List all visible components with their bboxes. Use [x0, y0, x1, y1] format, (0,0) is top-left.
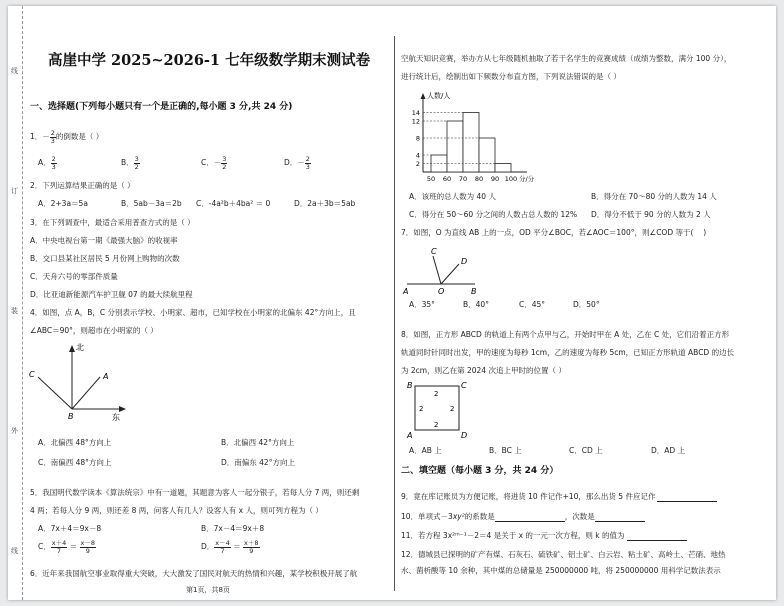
question-8-option-b[interactable]: B．BC 上 [489, 446, 522, 455]
x-tick-label: 70 [458, 175, 468, 183]
question-5-stem-line2: 4 两；若每人分 9 两，则还差 8 两，问客人有几人？设客人有 x 人，则可列方程为（ ） [30, 506, 323, 515]
question-4-stem-line2: ∠ABC＝90°，则超市在小明家的（ ） [30, 326, 158, 335]
question-3-option-b[interactable]: B．交口县某社区居民 5 月份网上购物的次数 [30, 254, 180, 263]
answer-blank[interactable] [495, 512, 565, 522]
point-b-label: B [68, 412, 74, 421]
question-4-option-c[interactable]: C．南偏西 48°方向上 [38, 458, 112, 467]
question-8-stem-line2: 轨道同时针同时出发，甲的速度为每秒 1cm，乙的速度为每秒 5cm，已知正方形轨道 ABCD 的边长 [401, 348, 735, 357]
y-axis-arrow [421, 93, 426, 99]
question-7-option-a[interactable]: A．35° [409, 300, 435, 309]
question-4-option-d[interactable]: D．南偏东 42°方向上 [221, 458, 295, 467]
y-tick-label: 14 [411, 109, 420, 117]
answer-blank[interactable] [657, 492, 717, 502]
question-6-option-a[interactable]: A．该班的总人数为 40 人 [409, 192, 496, 201]
point-d-label: D [461, 431, 467, 440]
question-2-option-d[interactable]: D．2a＋3b＝5ab [294, 199, 356, 208]
compass-figure [26, 339, 136, 429]
question-2-stem: 2．下列运算结果正确的是（ ） [30, 181, 135, 190]
question-6-stem: 6．近年来我国航空事业取得重大突破，大大激发了国民对航天的热情和兴趣，某学校积极开展了航 [30, 569, 358, 578]
exam-title: 高崖中学 2025~2026-1 七年级数学期末测试卷 [48, 52, 371, 69]
question-1-option-d[interactable]: D．－ $\frac{2}{3}$ [284, 155, 310, 171]
question-2-option-a[interactable]: A．2+3a＝5a [38, 199, 88, 208]
x-tick-label: 50 [426, 175, 436, 183]
point-a-label: A [403, 287, 409, 294]
section-fill-heading: 二、填空题（每小题 3 分，共 24 分） [401, 466, 559, 476]
point-a-label: A [103, 372, 109, 381]
x-tick-label: 60 [442, 175, 452, 183]
point-b-label: B [407, 381, 413, 390]
question-5-option-a[interactable]: A．7x＋4＝9x－8 [38, 524, 102, 533]
binding-label: 外 [11, 427, 18, 435]
y-tick-label: 12 [411, 117, 420, 126]
question-5-option-d[interactable]: D． $\frac{x-4}{7}$ ＝ $\frac{x+8}{9}$ [201, 539, 259, 555]
question-8-stem: 8．如图，正方形 ABCD 的轨道上有两个点甲与乙，开始时甲在 A 处，乙在 C 处，它们沿着正方形 [401, 330, 730, 339]
east-label: 东 [112, 413, 120, 422]
question-6-option-b[interactable]: B．得分在 70～80 分的人数为 14 人 [591, 192, 717, 201]
x-axis-label: 分/分 [519, 175, 535, 183]
x-tick-label: 100 [504, 175, 518, 183]
x-tick-label: 90 [490, 175, 500, 183]
answer-blank[interactable] [595, 512, 645, 522]
question-1-option-a[interactable]: A． $\frac{2}{3}$ [38, 155, 56, 171]
question-1-option-b[interactable]: B． $\frac{3}{2}$ [121, 155, 139, 171]
question-6-continued-line2: 进行统计后，绘制出如下频数分布直方图，下列说法错误的是（ ） [401, 72, 621, 81]
histogram-bar [447, 121, 463, 172]
histogram-bars [423, 113, 511, 173]
side-length-label: 2 [434, 421, 439, 429]
binding-margin [8, 6, 23, 600]
answer-blank[interactable] [627, 531, 687, 541]
angle-figure [401, 242, 481, 294]
point-o-label: O [438, 287, 445, 294]
y-tick-label: 4 [415, 151, 420, 160]
square-track-figure [405, 378, 467, 440]
point-c-label: C [431, 247, 437, 256]
histogram-bar [479, 138, 495, 172]
question-6-option-c[interactable]: C．得分在 50～60 分之间的人数占总人数的 12% [409, 210, 578, 219]
histogram-chart [401, 86, 566, 186]
binding-label: 线 [11, 547, 18, 555]
point-a-label: A [407, 431, 413, 440]
section-choice-heading: 一、选择题(下列每小题只有一个是正确的,每小题 3 分,共 24 分) [30, 102, 293, 112]
binding-label: 装 [11, 307, 18, 315]
question-6-continued: 空航天知识竞赛，举办方从七年级随机抽取了若干名学生的竞赛成绩（成绩为整数，满分 100 分）， [401, 54, 732, 63]
y-axis-label: 人数/人 [427, 92, 451, 100]
histogram-bar [463, 113, 479, 173]
point-d-label: D [461, 257, 468, 266]
side-length-label: 2 [434, 390, 439, 398]
page-footer: 第1页，共8页 [186, 586, 230, 594]
question-7-option-c[interactable]: C．45° [519, 300, 546, 309]
question-8-stem-line3: 为 2cm，则乙在第 2024 次追上甲时的位置（ ） [401, 366, 566, 375]
question-4-stem: 4．如图，点 A，B，C 分别表示学校、小明家、超市，已知学校在小明家的北偏东 42°方向上，且 [30, 308, 356, 317]
binding-label: 订 [11, 187, 18, 195]
column-divider [394, 36, 395, 591]
x-tick-label: 80 [474, 175, 484, 183]
binding-label: 线 [11, 67, 18, 75]
y-tick-label: 8 [415, 134, 420, 143]
question-3-option-c[interactable]: C．天舟六号的零部件质量 [30, 272, 118, 281]
question-1-stem: 1．－ $\frac{2}{3}$ 的倒数是（ ） [30, 129, 104, 145]
question-11: 11．若方程 3x²ᵐ⁻¹－2＝4 是关于 x 的一元一次方程，则 k 的值为 [401, 531, 687, 541]
y-tick-label: 2 [415, 160, 420, 168]
question-4-option-a[interactable]: A．北偏西 48°方向上 [38, 438, 112, 447]
question-3-stem: 3．在下列调查中，最适合采用普查方式的是（ ） [30, 218, 195, 227]
exam-page [8, 6, 776, 600]
question-2-option-c[interactable]: C．-4a²b＋4ba² ＝ 0 [196, 199, 271, 208]
question-8-option-a[interactable]: A．AB 上 [409, 446, 442, 455]
question-12: 12．德城县已探明的矿产有煤、石灰石、硫铁矿、铝土矿、白云岩、粘土矿、高岭土、芒硝、地热 [401, 550, 726, 559]
question-9: 9．竟在库记账员为方便记账，将进货 10 件记作+10，那么出货 5 件应记作 [401, 492, 717, 502]
question-6-option-d[interactable]: D．得分不低于 90 分的人数为 2 人 [591, 210, 711, 219]
histogram-bar [495, 164, 511, 173]
question-7-option-d[interactable]: D．50° [573, 300, 600, 309]
question-2-option-b[interactable]: B．5ab－3a＝2b [121, 199, 182, 208]
side-length-label: 2 [450, 405, 455, 413]
point-c-label: C [461, 381, 467, 390]
point-b-label: B [471, 287, 477, 294]
side-length-label: 2 [419, 405, 424, 413]
question-12-line2: 水、菌析酸等 10 余种，其中煤的总储量是 250000000 吨，将 250000000 用科学记数法表示 [401, 566, 721, 575]
question-4-option-b[interactable]: B．北偏西 42°方向上 [221, 438, 295, 447]
question-7-option-b[interactable]: B．40° [463, 300, 489, 309]
question-1-option-c[interactable]: C．－ $\frac{3}{2}$ [201, 155, 227, 171]
question-5-option-b[interactable]: B．7x－4＝9x＋8 [201, 524, 265, 533]
question-5-stem: 5．我国明代数学读本《算法统宗》中有一道题，其题意为客人一起分银子，若每人分 7 两，则还剩 [30, 488, 360, 497]
question-3-option-a[interactable]: A．中央电视台第一期《最强大脑》的收视率 [30, 236, 178, 245]
question-10: 10．单项式－3xy²的系数是 ，次数是 [401, 512, 645, 522]
question-8-option-c[interactable]: C．CD 上 [569, 446, 603, 455]
question-8-option-d[interactable]: D．AD 上 [651, 446, 686, 455]
point-c-label: C [29, 370, 35, 379]
question-5-option-c[interactable]: C． $\frac{x+4}{7}$ ＝ $\frac{x-8}{9}$ [38, 539, 95, 555]
question-7-stem: 7．如图，O 为直线 AB 上的一点，OD 平分∠BOC，若∠AOC＝100°，则∠COD 等于( ) [401, 228, 707, 237]
north-label: 北 [76, 343, 84, 352]
question-3-option-d[interactable]: D．比亚迪新能源汽车护卫舰 07 的最大续航里程 [30, 290, 193, 299]
